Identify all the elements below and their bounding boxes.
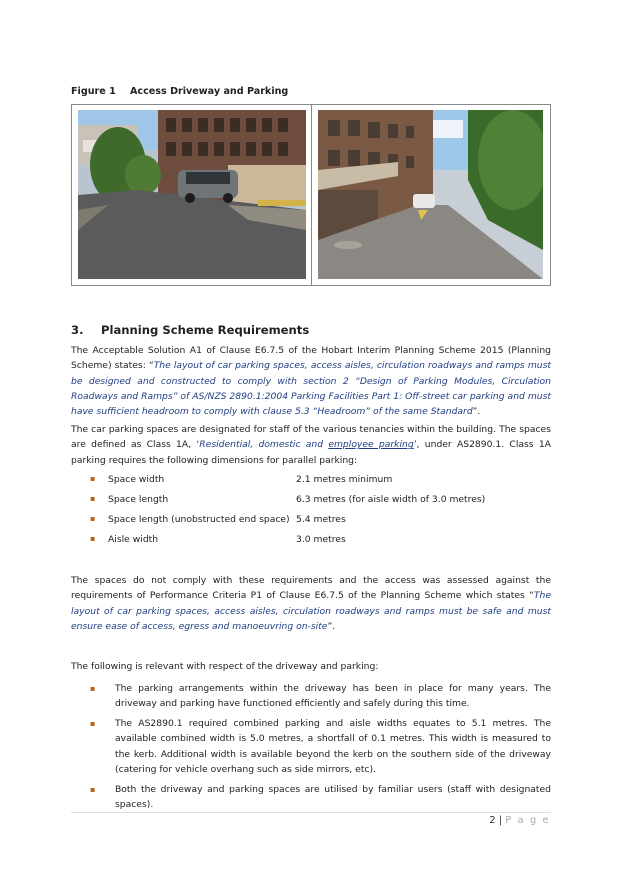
figure-frame — [71, 104, 551, 286]
dimension-value: 5.4 metres — [296, 514, 346, 525]
p2-quote-underlined: employee parking — [328, 439, 414, 451]
bullet-text: The parking arrangements within the driveway has been in place for many years. The driveway and parking have functioned efficiently and safely during this time. — [115, 683, 551, 710]
list-item — [90, 681, 551, 712]
list-item — [90, 782, 551, 813]
bullet-icon: ▪ — [90, 719, 96, 729]
p1-quote: The layout of car parking spaces, access aisles, circulation roadways and ramps must be designed and constructed to comply with section 2 “Design of Parking Modules, Circulation Roadways and Ramps” of AS/NZS 2890.1:2004 Parking Facilities Part 1: Off-street car parking and must have sufficient headroom to comply with clause 5.3 “Headroom” of the same Standard — [71, 360, 551, 418]
page-number: 2 — [489, 815, 496, 826]
page-footer — [489, 815, 550, 826]
dimension-value: 2.1 metres minimum — [296, 474, 393, 485]
driveway-photo-right — [318, 110, 543, 279]
section-heading — [71, 323, 309, 337]
section-title: Planning Scheme Requirements — [101, 323, 310, 337]
dimension-value: 3.0 metres — [296, 534, 346, 545]
bullet-icon: ▪ — [90, 474, 96, 483]
dimension-key: Space length (unobstructed end space) — [108, 514, 290, 525]
p2-tail: ’, under AS2890.1. Class 1A parking requires the following dimensions for parallel parking: — [71, 439, 551, 466]
footer-divider — [71, 812, 551, 813]
bullet-icon: ▪ — [90, 784, 96, 794]
paragraph-acceptable-solution — [71, 343, 551, 419]
bullet-icon: ▪ — [90, 514, 96, 523]
p3-tail: ”. — [327, 620, 336, 632]
p1-lead: The Acceptable Solution A1 of Clause E6.7.5 of the Hobart Interim Planning Scheme 2015 (Planning Scheme) states: “ — [71, 345, 551, 372]
p2-quote: Residential, domestic and — [199, 439, 329, 451]
bullet-icon: ▪ — [90, 534, 96, 543]
dimension-value: 6.3 metres (for aisle width of 3.0 metres) — [296, 494, 486, 505]
figure-title: Access Driveway and Parking — [130, 86, 289, 97]
section-number: 3. — [71, 323, 84, 337]
driveway-photo-left — [78, 110, 306, 279]
paragraph-relevant: The following is relevant with respect of the driveway and parking: — [71, 661, 379, 672]
figure-label: Figure 1 — [71, 86, 116, 97]
paragraph-performance-criteria — [71, 573, 551, 634]
relevance-list — [90, 681, 551, 817]
bullet-icon: ▪ — [90, 494, 96, 503]
bullet-text: Both the driveway and parking spaces are utilised by familiar users (staff with designated spaces). — [115, 783, 551, 811]
p3-lead: The spaces do not comply with these requirements and the access was assessed against the requirements of Performance Criteria P1 of Clause E6.7.5 of the Planning Scheme which states “ — [71, 575, 551, 602]
figure-caption — [71, 86, 288, 97]
p3-quote: The layout of car parking spaces, access aisles, circulation roadways and ramps must be safe and must ensure ease of access, egress and manoeuvring on-site — [71, 590, 551, 632]
figure-divider — [311, 105, 312, 285]
p1-tail: ”. — [472, 406, 481, 418]
dimension-key: Space width — [108, 474, 165, 485]
bullet-text: The AS2890.1 required combined parking and aisle widths equates to 5.1 metres. The available combined width is 5.0 metres, a shortfall of 0.1 metres. This width is measured to the kerb. Additional width is available beyond the kerb on the southern side of the driveway (catering for vehicle overhang such as side mirrors, etc). — [115, 718, 551, 775]
dimension-key: Space length — [108, 494, 169, 505]
page-label: P a g e — [505, 815, 550, 826]
p2-lead: The car parking spaces are designated for staff of the various tenancies within the building. The spaces are defined as Class 1A, ‘ — [71, 424, 551, 451]
list-item — [90, 716, 551, 777]
footer-separator: | — [495, 815, 506, 826]
paragraph-class-1a — [71, 422, 551, 468]
bullet-icon: ▪ — [90, 684, 96, 693]
dimension-key: Aisle width — [108, 534, 159, 545]
